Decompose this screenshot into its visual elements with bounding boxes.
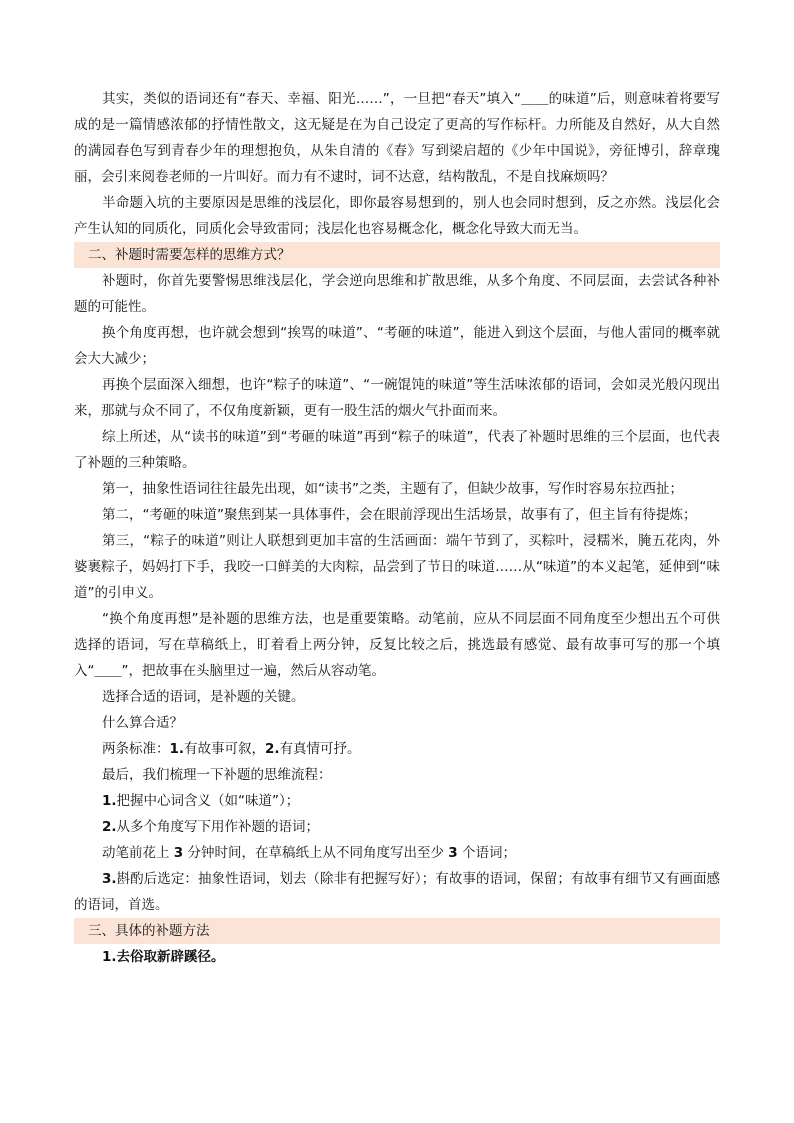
number-label: 2. bbox=[102, 819, 117, 835]
paragraph-16 bbox=[74, 814, 720, 840]
paragraph-4: 换个角度再想，也许就会想到“挨骂的味道”、“考砸的味道”，能进入到这个层面，与他人雷同的概率就会大大减少； bbox=[74, 325, 720, 367]
text-span: 有故事可叙， bbox=[184, 741, 266, 757]
paragraph-18 bbox=[74, 866, 720, 918]
paragraph-2: 半命题入坑的主要原因是思维的浅层化，即你最容易想到的，别人也会同时想到，反之亦然。浅层化会产生认知的同质化，同质化会导致雷同；浅层化也容易概念化，概念化导致大而无当。 bbox=[74, 195, 720, 237]
text-span: 有真情可抒。 bbox=[279, 741, 361, 757]
paragraph-3: 补题时，你首先要警惕思维浅层化，学会逆向思维和扩散思维，从多个角度、不同层面，去尝试各种补题的可能性。 bbox=[74, 273, 720, 315]
paragraph-9: 第三，“粽子的味道”则让人联想到更加丰富的生活画面：端午节到了，买粽叶，浸糯米，腌五花肉，外婆裹粽子，妈妈打下手，我咬一口鲜美的大肉粽，品尝到了节日的味道……从“味道”的本义起笔，延伸到“味道”的引申义。 bbox=[74, 533, 720, 601]
paragraph-12: 什么算合适？ bbox=[102, 715, 183, 731]
subsection-heading-1: 1.去俗取新辟蹊径。 bbox=[102, 949, 225, 965]
text-span: 斟酌后选定：抽象性语词，划去（除非有把握写好）；有故事的语词，保留；有故事有细节又有画面感的语词，首选。 bbox=[74, 871, 720, 913]
number-label: 1. bbox=[102, 793, 117, 809]
number-label: 1. bbox=[169, 741, 185, 757]
paragraph-5: 再换个层面深入细想，也许“粽子的味道”、“一碗馄饨的味道”等生活味浓郁的语词，会如灵光般闪现出来，那就与众不同了，不仅角度新颖，更有一股生活的烟火气扑面而来。 bbox=[74, 377, 720, 419]
text-span: 把握中心词含义（如“味道”）； bbox=[116, 793, 300, 809]
paragraph-14: 最后，我们梳理一下补题的思维流程： bbox=[102, 767, 332, 783]
number-label: 3 bbox=[448, 845, 458, 861]
paragraph-13 bbox=[74, 736, 720, 762]
section-heading-3: 三、具体的补题方法 bbox=[74, 918, 720, 944]
paragraph-7: 第一，抽象性语词往往最先出现，如“读书”之类，主题有了，但缺少故事，写作时容易东拉西扯； bbox=[102, 481, 683, 497]
paragraph-10: “换个角度再想”是补题的思维方法，也是重要策略。动笔前，应从不同层面不同角度至少想出五个可供选择的语词，写在草稿纸上，盯着看上两分钟，反复比较之后，挑选最有感觉、最有故事可写的那一个填入“＿＿”，把故事在头脑里过一遍，然后从容动笔。 bbox=[74, 611, 720, 679]
text-span: 分钟时间，在草稿纸上从不同角度写出至少 bbox=[183, 845, 449, 861]
paragraph-11: 选择合适的语词，是补题的关键。 bbox=[102, 689, 305, 705]
text-span: 两条标准： bbox=[102, 741, 170, 757]
section-heading-2: 二、补题时需要怎样的思维方式？ bbox=[74, 242, 720, 268]
paragraph-8: 第二，“考砸的味道”聚焦到某一具体事件，会在眼前浮现出生活场景，故事有了，但主旨有待提炼； bbox=[102, 507, 697, 523]
text-span: 从多个角度写下用作补题的语词； bbox=[116, 819, 320, 835]
paragraph-15 bbox=[74, 788, 720, 814]
text-span: 动笔前花上 bbox=[102, 845, 174, 861]
number-label: 3 bbox=[173, 845, 184, 861]
text-span: 个语词； bbox=[457, 845, 516, 861]
paragraph-6: 综上所述，从“读书的味道”到“考砸的味道”再到“粽子的味道”，代表了补题时思维的三个层面，也代表了补题的三种策略。 bbox=[74, 429, 720, 471]
paragraph-1: 其实，类似的语词还有“春天、幸福、阳光……”，一旦把“春天”填入“＿＿的味道”后，则意味着将要写成的是一篇情感浓郁的抒情性散文，这无疑是在为自己设定了更高的写作标杆。力所能及自然好，从大自然的满园春色写到青春少年的理想抱负，从朱自清的《春》写到梁启超的《少年中国说》，旁征博引，辞章瑰丽，会引来阅卷老师的一片叫好。而力有不逮时，词不达意，结构散乱，不是自找麻烦吗？ bbox=[74, 91, 720, 185]
paragraph-17 bbox=[74, 840, 720, 866]
number-label: 3. bbox=[102, 871, 117, 887]
number-label: 2. bbox=[265, 741, 280, 757]
